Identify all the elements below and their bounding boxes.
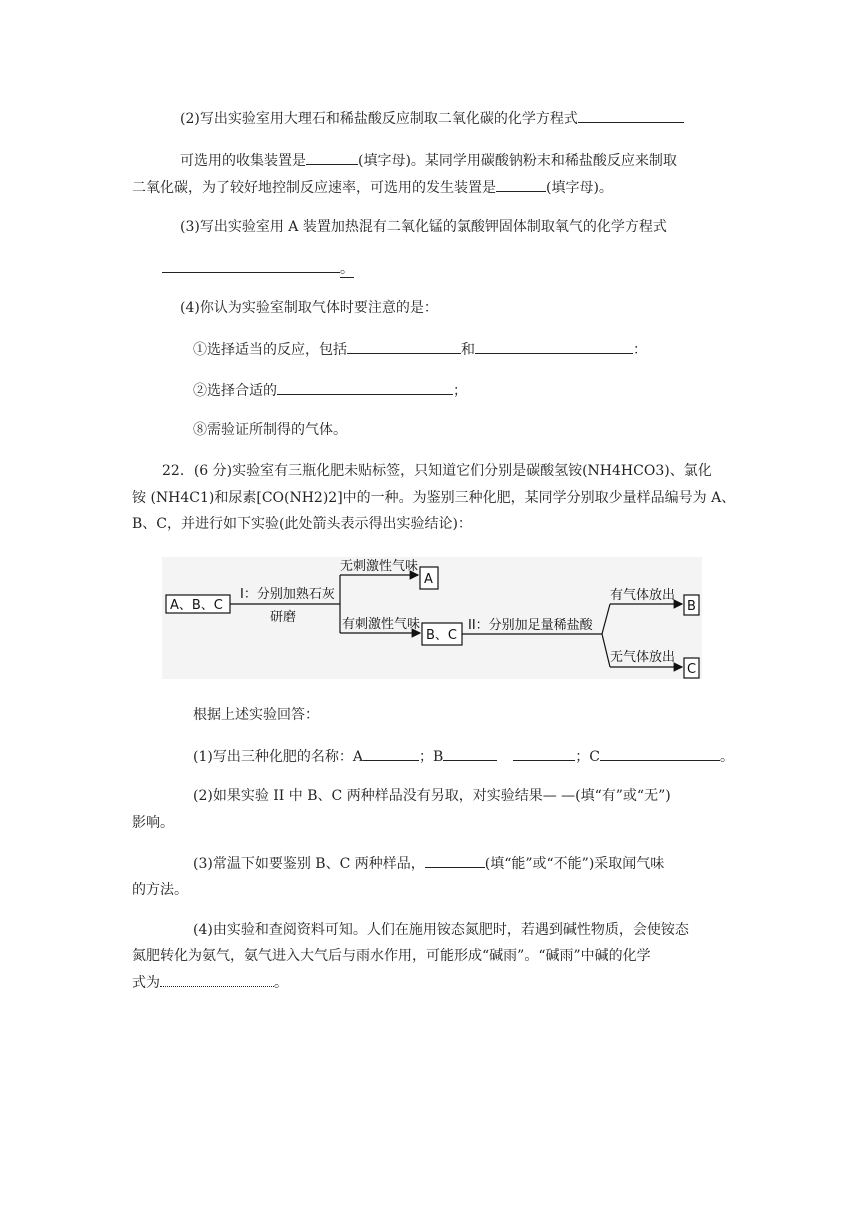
branch1-no-label: 无刺激性气味 [340, 559, 419, 574]
experiment-flowchart [162, 557, 702, 679]
q2-text: (2)写出实验室用大理石和稀盐酸反应制取二氧化碳的化学方程式 [180, 111, 578, 127]
q4-text: ②选择合适的 [193, 383, 277, 399]
answer-blank-reactant[interactable] [347, 339, 461, 354]
answer-blank-a[interactable] [363, 746, 419, 761]
answer-blank-apparatus[interactable] [277, 380, 453, 395]
answers-intro [193, 705, 319, 725]
answer-blank-smell[interactable] [425, 853, 485, 868]
q4-text: 和 [461, 342, 475, 358]
answer-blank-c[interactable] [600, 746, 720, 761]
a1-text: (1)写出三种化肥的名称：A [193, 749, 363, 765]
a4-text: (4)由实验和查阅资料可知。人们在施用铵态氮肥时，若遇到碱性物质，会使铵态 [193, 922, 689, 938]
answer-blank-condition[interactable] [475, 339, 633, 354]
q4-line-1 [180, 298, 438, 318]
q2-line-1 [180, 108, 684, 129]
start-label: A、B、C [170, 598, 223, 613]
step2-label: II：分别加足量稀盐酸 [468, 618, 593, 633]
answer-1 [193, 746, 734, 767]
flowchart-svg [162, 557, 702, 679]
q4-text: ； [453, 383, 467, 399]
branch1-yes-label: 有刺激性气味 [342, 617, 421, 632]
node-bc-label: B、C [426, 628, 457, 643]
intro-text: 根据上述实验回答： [193, 707, 319, 723]
q22-line-3 [132, 514, 472, 534]
diag-down [602, 634, 610, 667]
answer-blank-formula[interactable] [160, 972, 274, 987]
result-b-label: B [687, 599, 696, 614]
q22-line-2 [132, 488, 735, 508]
q2-text: 二氧化碳，为了较好地控制反应速率，可选用的发生装置是 [132, 180, 496, 196]
q3-line-2 [162, 258, 354, 279]
q4-text: ①选择适当的反应，包括 [193, 342, 347, 358]
q4-item-1 [193, 339, 647, 360]
q22-text: 铵 (NH4C1)和尿素[CO(NH2)2]中的一种。为鉴别三种化肥，某同学分别取少量样品编号为 A、 [132, 490, 736, 506]
q4-text: ⑧需验证所制得的气体。 [193, 422, 347, 438]
a3-text: (填“能”或“不能”)采取闻气味 [484, 856, 665, 872]
result-a-label: A [424, 572, 433, 587]
answer-blank-b[interactable] [443, 746, 497, 761]
answer-blank-b2[interactable] [513, 746, 575, 761]
step1-label: I：分别加熟石灰 [240, 587, 335, 602]
q22-text: 22．(6 分)实验室有三瓶化肥未贴标签，只知道它们分别是碳酸氢铵(NH4HCO3)、氯化 [162, 463, 712, 479]
step1-label-2: 研磨 [270, 610, 297, 625]
a2-text: 影响。 [132, 815, 174, 831]
q2-line-2 [180, 150, 677, 171]
q3-end: 。 [340, 261, 354, 277]
answer-4-line-3 [132, 972, 288, 993]
result-c-label: C [687, 662, 697, 677]
answer-4-line-1 [193, 920, 689, 940]
a4-text: 。 [274, 975, 288, 991]
q2-text: (填字母)。某同学用碳酸钠粉末和稀盐酸反应来制取 [358, 153, 677, 169]
q2-text: 可选用的收集装置是 [180, 153, 306, 169]
a3-text: 的方法。 [132, 882, 188, 898]
answer-blank-generator[interactable] [496, 177, 546, 192]
a3-text: (3)常温下如要鉴别 B、C 两种样品， [193, 856, 425, 872]
answer-blank-collection[interactable] [306, 150, 358, 165]
answer-blank-oxygen-equation[interactable] [162, 258, 340, 273]
a1-text: ；B [418, 749, 444, 765]
a1-text: ；C [575, 749, 600, 765]
a1-text: 。 [719, 749, 734, 765]
q3-line-1 [180, 217, 667, 237]
q4-item-3 [193, 420, 347, 440]
a4-text: 氮肥转化为氨气，氨气进入大气后与雨水作用，可能形成“碱雨”。“碱雨”中碱的化学 [132, 948, 651, 964]
answer-3-line-1 [193, 853, 664, 874]
branch2-yes-label: 有气体放出 [610, 588, 676, 603]
answer-2-line-1 [193, 786, 671, 806]
q2-text: (填字母)。 [546, 180, 613, 196]
answer-3-line-2 [132, 880, 188, 900]
q4-text: ： [633, 342, 647, 358]
diag-up [602, 604, 610, 634]
q22-text: B、C，并进行如下实验(此处箭头表示得出实验结论)： [132, 516, 472, 532]
q22-line-1 [162, 461, 712, 481]
answer-2-line-2 [132, 813, 174, 833]
a2-text: (2)如果实验 II 中 B、C 两种样品没有另取，对实验结果— —(填“有”或“无”) [193, 788, 671, 804]
q4-item-2 [193, 380, 467, 401]
q4-text: (4)你认为实验室制取气体时要注意的是： [180, 300, 438, 316]
branch2-no-label: 无气体放出 [610, 650, 676, 665]
q2-line-3 [132, 177, 613, 198]
answer-4-line-2 [132, 946, 651, 966]
q3-text: (3)写出实验室用 A 装置加热混有二氧化锰的氯酸钾固体制取氧气的化学方程式 [180, 219, 667, 235]
a4-text: 式为 [132, 975, 160, 991]
answer-blank-equation[interactable] [578, 108, 684, 123]
